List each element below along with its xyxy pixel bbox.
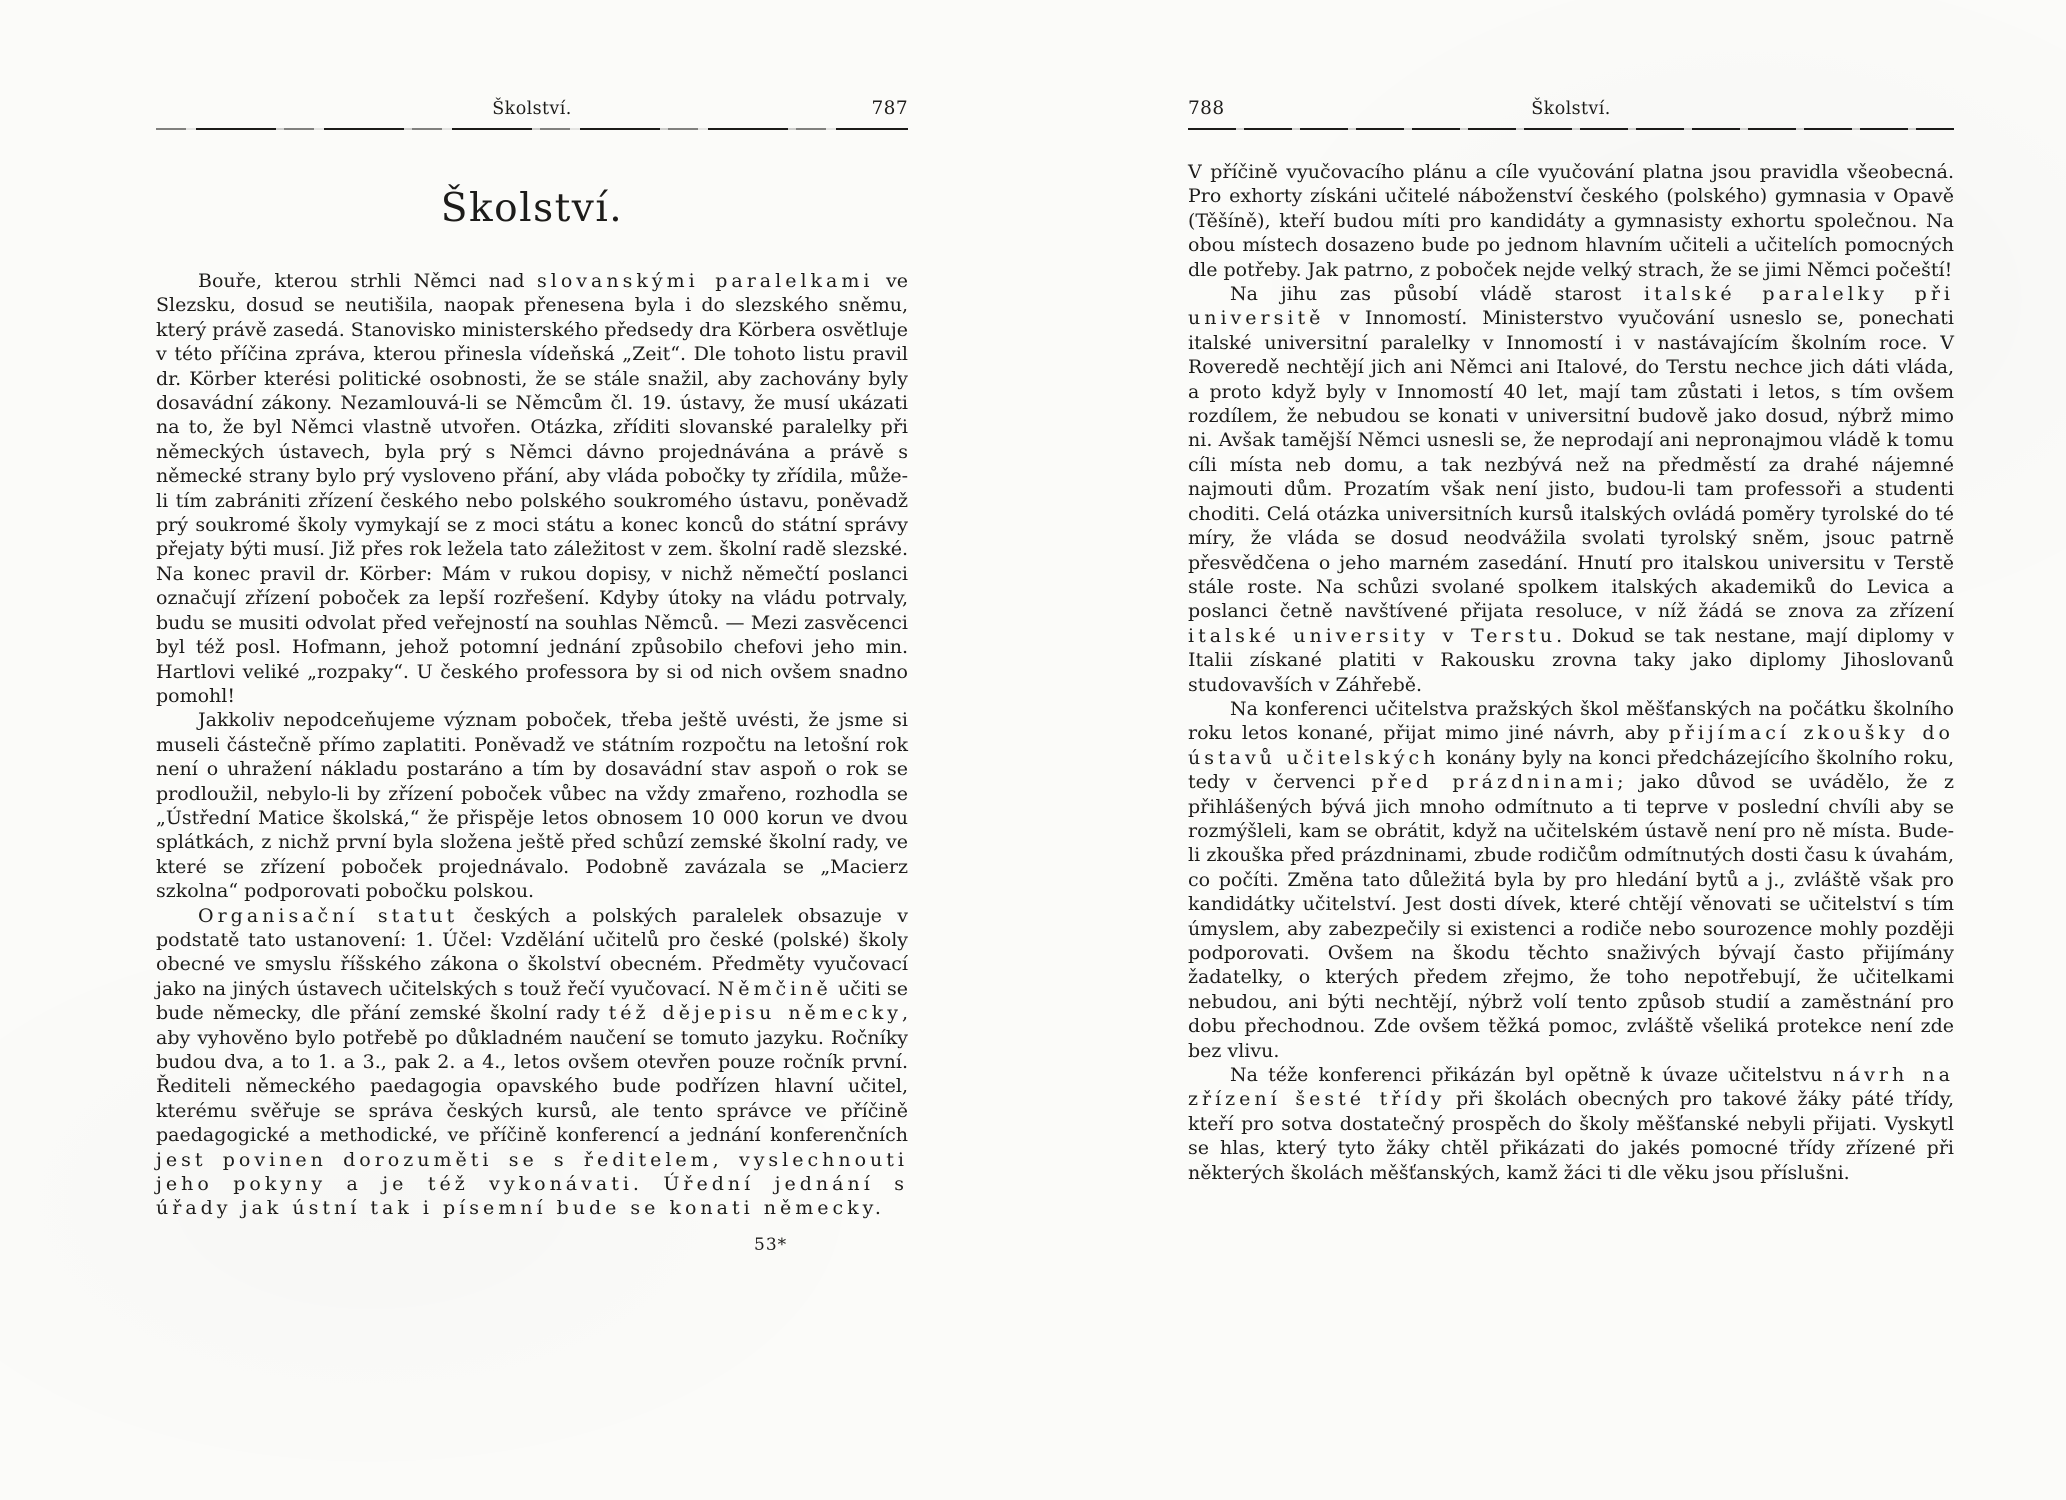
article-text-right bbox=[1188, 160, 1954, 1185]
body-text-run: Bouře, kterou strhli Němci nad bbox=[198, 270, 538, 292]
body-text-run: českých a polských paralelek obsazuje v podstatě tato ustanovení: 1. Účel: Vzdělání učitelů pro české (polské) školy obecné ve smyslu říšského zákona o školství obecném. Předměty vyučovací jako na jiných ústavech učitelských s touž řečí vyučovací. bbox=[156, 904, 908, 1000]
emphasized-text: Organisační statut bbox=[198, 904, 459, 927]
body-text-run: V příčině vyučovacího plánu a cíle vyučování platna jsou pravidla všeobecná. Pro exhorty získáni učitelé náboženství českého (polského) gymnasia v Opavě (Těšíně), kteří budou míti pro kandidáty a gymnasisty exhortu společnou. Na obou místech dosazeno bude po jednom hlavním učiteli a učitelích pomocných dle potřeby. Jak patrno, z poboček nejde velký strach, že se jimi Němci počeští! bbox=[1188, 161, 1954, 281]
paragraph bbox=[1188, 160, 1954, 282]
paragraph bbox=[1188, 282, 1954, 697]
body-text-run: ; jako důvod se uvádělo, že z přihlášených bývá jich mnoho odmítnuto a ti teprve v poslední chvíli aby se rozmýšleli, kam se obrátit, když na učitelském ústavě není pro ně místa. Bude-li zkouška před prázdninami, zbude rodičům odmítnutých dosti času k úvahám, co počíti. Změna tato důležitá byla by pro hledání bytů a j., zvláště však pro kandidátky učitelství. Jest dosti dívek, které chtějí věnovati se učitelství s tím úmyslem, aby zabezpečily si existenci a rodiče nebo sourozence mohly později podporovati. Ovšem na škodu těchto snaživých bývají často přijímány žadatelky, o kterých předem zřejmo, že toho nepotřebují, že učitelkami nebudou, ani býti nechtějí, nýbrž volí tento způsob studií a zaměstnání pro dobu přechodnou. Zde ovšem těžká pomoc, zvláště všeliká protekce není zde bez vlivu. bbox=[1188, 771, 1954, 1062]
emphasized-text: slovanskými paralelkami bbox=[537, 270, 874, 292]
body-text-run: Na téže konferenci přikázán byl opětně k úvaze učitelstvu bbox=[1230, 1064, 1833, 1087]
section-title: Školství. bbox=[440, 186, 624, 231]
signature-mark: 53* bbox=[754, 1234, 788, 1255]
emphasized-text: Němčině bbox=[717, 977, 832, 1000]
emphasized-text: jest povinen dorozuměti se s ředitelem, vyslechnouti jeho pokyny a je též vykonávati. Úřední jednání s úřady jak ústní tak i písemní bude se konati německy. bbox=[156, 1148, 908, 1220]
emphasized-text: návrh na zřízení šesté třídy bbox=[1188, 1064, 1954, 1111]
body-text-run: Na konferenci učitelstva pražských škol měšťanských na počátku školního roku letos konané, přijat mimo jiné návrh, aby bbox=[1188, 697, 1954, 745]
body-text-run: . Dokud se tak nestane, mají diplomy v Italii získané platiti v Rakousku zrovna taky jako diplomy Jihoslovanů studovavších v Záhřebě. bbox=[1188, 624, 1954, 696]
body-text-run: v Innomostí. Ministerstvo vyučování usneslo se, ponechati italské universitní paralelky v Innomostí i v nastávajícím školním roce. V Roveredě nechtějí jich ani Němci ani Italové, do Terstu nechce jich dáti vláda, a proto když byly v Innomostí 40 let, mají tam zůstati i letos, s tím ovšem rozdílem, že nebudou se konati v universitní budově jako dosud, nýbrž mimo ni. Avšak tamější Němci usnesli se, že neprodají ani nepronajmou vládě k tomu cíli místa neb domu, a tak nezbývá než na předměstí za drahé nájemné najmouti dům. Prozatím však není jisto, budou-li tam professoři a studenti choditi. Celá otázka universitních kursů italských ovládá poměry tyrolské do té míry, že vláda se dosud neodvážila svolati tyrolský sněm, jsouc patrně přesvědčena o jeho marném zasedání. Hnutí pro italskou universitu v Terstě stále roste. Na schůzi svolané spolkem italských akademiků do Levica a poslanci četně navštívené přijata resoluce, v níž žádá se znova za zřízení bbox=[1188, 307, 1954, 623]
page-left bbox=[156, 98, 908, 1255]
emphasized-text: též dějepisu německy bbox=[608, 1002, 902, 1025]
emphasized-text: před prázdninami bbox=[1371, 771, 1618, 794]
running-title-left: Školství. bbox=[492, 99, 572, 119]
running-header-right bbox=[1188, 98, 1954, 124]
body-text-run: konány byly na konci předcházejícího školního roku, tedy v červenci bbox=[1188, 746, 1954, 794]
running-title-right: Školství. bbox=[1531, 99, 1611, 119]
paragraph bbox=[1188, 697, 1954, 1063]
page-number-left: 787 bbox=[871, 98, 908, 119]
body-text-run: Jakkoliv nepodceňujeme význam poboček, třeba ještě uvésti, že jsme si museli částečně přímo zaplatiti. Poněvadž ve státním rozpočtu na letošní rok není o uhražení nákladu postaráno a tím by dosavádní stav aspoň o rok se prodloužil, nebylo-li by zřízení poboček vůbec na vždy zmařeno, rozhodla se „Ústřední Matice školská,“ že přispěje letos obnosem 10 000 korun ve dvou splátkách, z nichž první byla složena ještě před schůzí zemské školní rady, ve které se zřízení poboček projednávalo. Podobně zavázala se „Macierz szkolna“ podporovati pobočku polskou. bbox=[156, 709, 908, 903]
body-text-run: ve Slezsku, dosud se neutišila, naopak přenesena byla i do slezského sněmu, který právě zasedá. Stanovisko ministerského předsedy dra Körbera osvětluje v této příčina zpráva, kterou přinesla vídeňská „Zeit“. Dle tohoto listu pravil dr. Körber kterési politické osobnosti, že se stále snažil, aby zachovány byly dosavádní zákony. Nezamlouvá-li se Němcům čl. 19. ústavy, že musí ukázati na to, že byl Němci vlastně utvořen. Otázka, zříditi slovanské paralelky při německých ústavech, byla prý s Němci dávno projednávána a právě s německé strany bylo prý vysloveno přání, aby vláda pobočky ty zřídila, může-li tím zabrániti zřízení českého nebo polského soukromého ústavu, poněvadž prý soukromé školy vymykají se z moci státu a konec konců do státní správy přejaty býti musí. Již přes rok ležela tato záležitost v zem. školní radě slezské. Na konec pravil dr. Körber: Mám v rukou dopisy, v nichž němečtí poslanci označují zřízení poboček za lepší rozřešení. Kdyby útoky na vládu potrvaly, budu se musiti odvolat před veřejností na souhlas Němců. — Mezi zasvěcenci byl též posl. Hofmann, jehož potomní jednání způsobilo chefovi jeho min. Hartlovi veliké „rozpaky“. U českého professora by si od nich ovšem snadno pomohl! bbox=[156, 270, 908, 707]
running-header-left bbox=[156, 98, 908, 124]
body-text-run: Na jihu zas působí vládě starost bbox=[1230, 283, 1644, 306]
paragraph bbox=[156, 904, 908, 1221]
paragraph bbox=[156, 269, 908, 708]
page-right bbox=[1188, 98, 1954, 1185]
emphasized-text: italské paralelky při universitě bbox=[1188, 283, 1954, 330]
emphasized-text: italské university v Terstu bbox=[1188, 624, 1557, 647]
header-rule-left bbox=[156, 128, 908, 130]
header-rule-right bbox=[1188, 128, 1954, 130]
body-text-run: učiti se bude německy, dle přání zemské školní rady bbox=[156, 977, 908, 1025]
page-number-right: 788 bbox=[1188, 98, 1225, 119]
paragraph bbox=[156, 708, 908, 903]
body-text-run: při školách obecných pro takové žáky páté třídy, kteří pro sotva dostatečný prospěch do školy měšťanské nebyli přijati. Vyskytl se hlas, který tyto žáky chtěl přikázati do jakés pomocné třídy zřízené při některých školách měšťanských, kamž žáci ti dle věku jsou příslušni. bbox=[1188, 1088, 1954, 1184]
article-text-left bbox=[156, 269, 908, 1221]
paragraph bbox=[1188, 1063, 1954, 1185]
body-text-run: , aby vyhověno bylo potřebě po důkladném naučení se tomuto jazyku. Ročníky budou dva, a to 1. a 3., pak 2. a 4., letos ovšem otevřen pouze ročník první. Řediteli německého paedagogia opavského bude podřízen hlavní učitel, kterému svěřuje se správa českých kursů, ale tento správce ve příčině paedagogické a methodické, ve příčině konferencí a jednání konferenčních bbox=[156, 1002, 908, 1147]
emphasized-text: přijímací zkoušky do ústavů učitelských bbox=[1188, 722, 1954, 769]
